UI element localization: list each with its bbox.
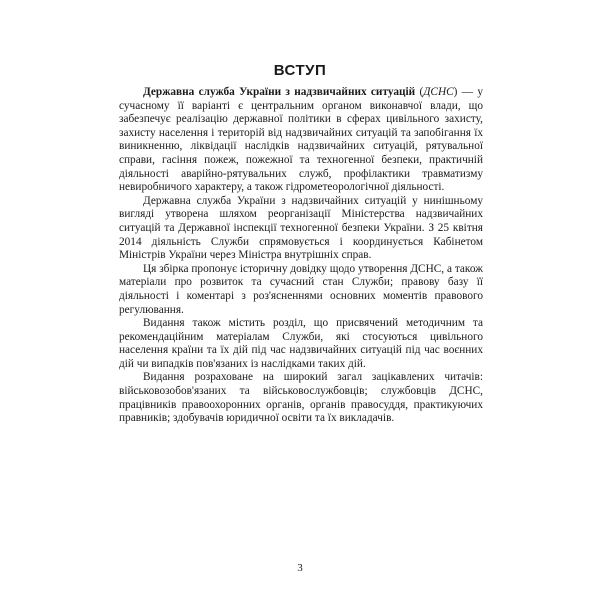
lead-term: Державна служба України з надзвичайних ситуацій <box>143 86 416 98</box>
page-number: 3 <box>297 562 303 574</box>
body-text <box>119 86 483 426</box>
page-title: ВСТУП <box>273 62 327 79</box>
abbreviation: ДСНС <box>423 86 454 98</box>
paragraph-history: Державна служба України з надзвичайних ситуацій у нинішньому вигляді утворена шляхом реорганізації Міністерства надзвичайних ситуацій та Державної інспекції техногенної безпеки України. З 25 квітня 2014 діяльність Служби спрямовується і координується Кабінетом Міністрів України через Міністра внутрішніх справ. <box>119 194 483 262</box>
paragraph-collection: Ця збірка пропонує історичну довідку щодо утворення ДСНС, а також матеріали про розвиток та сучасний стан Служби; правову базу її діяльності і коментарі з роз'ясненнями основних моментів правового регулювання. <box>119 262 483 316</box>
paragraph-methodology: Видання також містить розділ, що присвячений методичним та рекомендаційним матеріалам Служби, які стосуються цивільного населення країни та їх дій під час надзвичайних ситуацій під час воєнних дій чи випадків пов'язаних із наслідками таких дій. <box>119 317 483 370</box>
paragraph-intro <box>119 86 483 195</box>
paragraph-intro-rest: ) — у сучасному її варіанті є центральним органом виконавчої влади, що забезпечує реалізацію державної політики в сферах цивільного захисту, захисту населення і територій від надзвичайних ситуацій та запобігання їх виникненню, ліквідації наслідків надзвичайних ситуацій, рятувальної справи, гасіння пожеж, пожежної та техногенної безпеки, практичній діяльності аварійно-рятувальних служб, профілактики травматизму невиробничого характеру, а також гідрометеорологічної діяльності. <box>119 86 483 194</box>
paragraph-audience: Видання розраховане на широкий загал зацікавлених читачів: військовозобов'язаних та військовослужбовців; службовців ДСНС, працівників правоохоронних органів, органів правосуддя, практикуючих правників; здобувачів юридичної освіти та їх викладачів. <box>119 371 483 425</box>
paren-open: ( <box>415 86 424 98</box>
